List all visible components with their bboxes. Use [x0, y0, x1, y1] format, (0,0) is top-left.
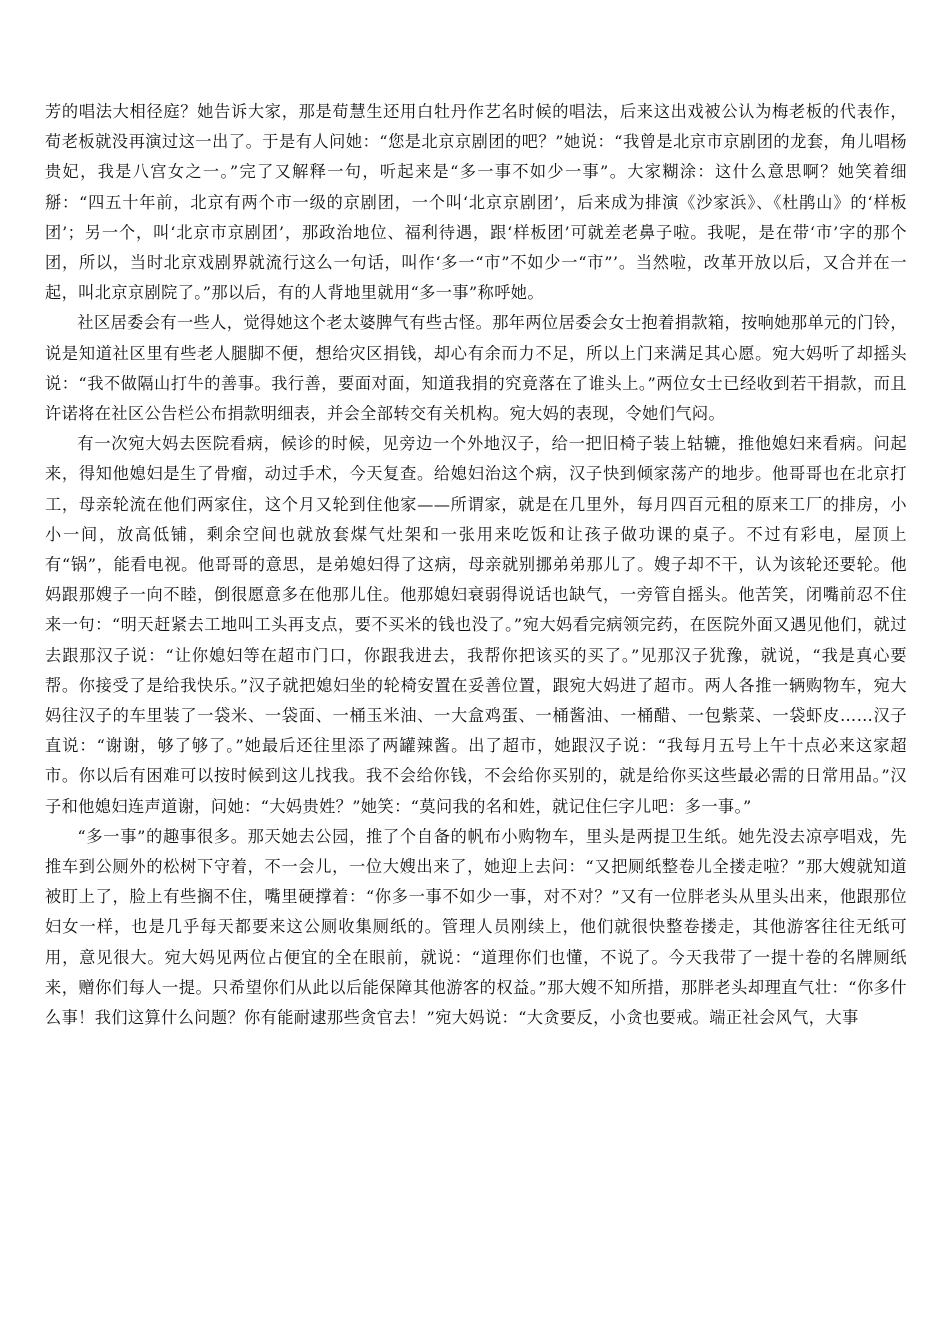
document-page	[45, 97, 907, 1033]
paragraph-2: 社区居委会有一些人，觉得她这个老太婆脾气有些古怪。那年两位居委会女士抱着捐款箱，按响她那单元的门铃，说是知道社区里有些老人腿脚不便，想给灾区捐钱，却心有余而力不足，所以上门来满足其心愿。宛大妈听了却摇头说：“我不做隔山打牛的善事。我行善，要面对面，知道我捐的究竟落在了谁头上。”两位女士已经收到若干捐款，而且许诺将在社区公告栏公布捐款明细表，并会全部转交有关机构。宛大妈的表现，令她们气闷。	[45, 313, 907, 424]
paragraph-1: 芳的唱法大相径庭？她告诉大家，那是荀慧生还用白牡丹作艺名时候的唱法，后来这出戏被公认为梅老板的代表作，荀老板就没再演过这一出了。于是有人问她：“您是北京京剧团的吧？”她说：“我曾是北京市京剧团的龙套，角儿唱杨贵妃，我是八宫女之一。”完了又解释一句，听起来是“多一事不如少一事”。大家糊涂：这什么意思啊？她笑着细掰：“四五十年前，北京有两个市一级的京剧团，一个叫‘北京京剧团’，后来成为排演《沙家浜》、《杜鹃山》的‘样板团’；另一个，叫‘北京市京剧团’，那政治地位、福利待遇，跟‘样板团’可就差老鼻子啦。我呢，是在带‘市’字的那个团，所以，当时北京戏剧界就流行这么一句话，叫作‘多一“市”不如少一“市”’。当然啦，改革开放以后，又合并在一起，叫北京京剧院了。”那以后，有的人背地里就用“多一事”称呼她。	[45, 102, 907, 303]
paragraph-3: 有一次宛大妈去医院看病，候诊的时候，见旁边一个外地汉子，给一把旧椅子装上轱辘，推他媳妇来看病。问起来，得知他媳妇是生了骨瘤，动过手术，今天复查。给媳妇治这个病，汉子快到倾家荡产的地步。他哥哥也在北京打工，母亲轮流在他们两家住，这个月又轮到住他家——所谓家，就是在几里外，每月四百元租的原来工厂的排房，小小一间，放高低铺，剩余空间也就放套煤气灶架和一张用来吃饭和让孩子做功课的桌子。不过有彩电，屋顶上有“锅”，能看电视。他哥哥的意思，是弟媳妇得了这病，母亲就别挪弟弟那儿了。嫂子却不干，认为该轮还要轮。他妈跟那嫂子一向不睦，倒很愿意多在他那儿住。他那媳妇衰弱得说话也缺气，一旁管自摇头。他苦笑，闭嘴前忍不住来一句：“明天赶紧去工地叫工头再支点，要不买米的钱也没了。”宛大妈看完病领完药，在医院外面又遇见他们，就过去跟那汉子说：“让你媳妇等在超市门口，你跟我进去，我帮你把该买的买了。”见那汉子犹豫，就说，“我是真心要帮。你接受了是给我快乐。”汉子就把媳妇坐的轮椅安置在妥善位置，跟宛大妈进了超市。两人各推一辆购物车，宛大妈往汉子的车里装了一袋米、一袋面、一桶玉米油、一大盒鸡蛋、一桶酱油、一桶醋、一包紫菜、一袋虾皮……汉子直说：“谢谢，够了够了。”她最后还往里添了两罐辣酱。出了超市，她跟汉子说：“我每月五号上午十点必来这家超市。你以后有困难可以按时候到这儿找我。我不会给你钱，不会给你买别的，就是给你买这些最必需的日常用品。”汉子和他媳妇连声道谢，问她：“大妈贵姓？”她笑：“莫问我的名和姓，就记住仨字儿吧：多一事。”	[45, 434, 907, 816]
paragraph-4: “多一事”的趣事很多。那天她去公园，推了个自备的帆布小购物车，里头是两提卫生纸。她先没去凉亭唱戏，先推车到公厕外的松树下守着，不一会儿，一位大嫂出来了，她迎上去问：“又把厕纸整卷儿全搂走啦？”那大嫂就知道被盯上了，脸上有些搁不住，嘴里硬撑着：“你多一事不如少一事，对不对？”又有一位胖老头从里头出来，他跟那位妇女一样，也是几乎每天都要来这公厕收集厕纸的。管理人员刚续上，他们就很快整卷搂走，其他游客往往无纸可用，意见很大。宛大妈见两位占便宜的全在眼前，就说：“道理你们也懂，不说了。今天我带了一提十卷的名牌厕纸来，赠你们每人一提。只希望你们从此以后能保障其他游客的权益。”那大嫂不知所措，那胖老头却理直气壮：“你多什么事！我们这算什么问题？你有能耐逮那些贪官去！”宛大妈说：“大贪要反，小贪也要戒。端正社会风气，大事	[45, 826, 907, 1028]
